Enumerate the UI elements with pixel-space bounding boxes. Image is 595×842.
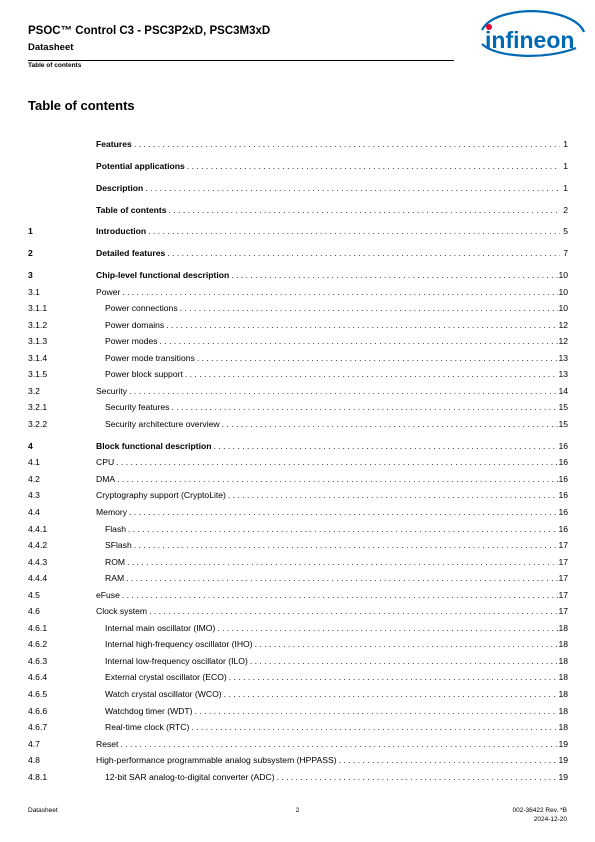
toc-entry-number: 4.6.3 (28, 655, 48, 666)
toc-dot-leader (248, 653, 559, 670)
toc-entry-title: Detailed features (96, 248, 166, 259)
toc-entry-number: 1 (28, 226, 33, 237)
toc-entry-title: Cryptography support (CryptoLite) (96, 490, 226, 501)
footer-page-number: 2 (295, 807, 300, 814)
toc-entry-title: Block functional description (96, 440, 212, 451)
toc-entry-title: Chip-level functional description (96, 270, 230, 281)
toc-entry-number: 4.2 (28, 473, 40, 484)
toc-dot-leader (227, 669, 559, 686)
toc-entry-title: Introduction (96, 226, 147, 237)
toc-entry-page: 19 (558, 755, 568, 766)
toc-entry-page: 10 (558, 270, 568, 281)
toc-entry-page: 1 (563, 182, 568, 193)
header-divider (28, 60, 454, 61)
toc-entry-title: DMA (96, 473, 116, 484)
toc-entry[interactable] (28, 158, 568, 175)
toc-entry-number: 3.2 (28, 385, 40, 396)
toc-dot-leader (193, 703, 559, 720)
toc-entry[interactable] (28, 537, 568, 554)
toc-dot-leader (132, 136, 560, 153)
toc-entry[interactable] (28, 769, 568, 786)
toc-entry-title: Power block support (105, 369, 183, 380)
toc-entry-number: 3.1.2 (28, 319, 48, 330)
toc-entry[interactable] (28, 454, 568, 471)
toc-entry[interactable] (28, 487, 568, 504)
toc-entry[interactable] (28, 504, 568, 521)
toc-entry-title: Potential applications (96, 160, 185, 171)
toc-dot-leader (220, 416, 559, 433)
toc-entry-number: 4.6.4 (28, 672, 48, 683)
toc-entry-page: 10 (558, 303, 568, 314)
footer-doc-info (513, 806, 567, 824)
toc-entry-page: 1 (563, 160, 568, 171)
toc-dot-leader (169, 399, 558, 416)
toc-entry-number: 3.1 (28, 286, 40, 297)
toc-entry-page: 17 (558, 540, 568, 551)
toc-entry-title: Power domains (105, 319, 165, 330)
toc-entry-page: 18 (558, 622, 568, 633)
toc-entry-page: 16 (558, 473, 568, 484)
toc-entry[interactable] (28, 300, 568, 317)
toc-entry-number: 3.1.1 (28, 303, 48, 314)
toc-dot-leader (125, 554, 558, 571)
toc-entry[interactable] (28, 521, 568, 538)
toc-entry-number: 4.8 (28, 755, 40, 766)
toc-dot-leader (165, 245, 560, 262)
toc-entry-title: Power mode transitions (105, 352, 195, 363)
toc-dot-leader (127, 383, 558, 400)
toc-entry-page: 12 (558, 336, 568, 347)
toc-entry-page: 16 (558, 490, 568, 501)
toc-dot-leader (164, 317, 558, 334)
toc-dot-leader (229, 267, 558, 284)
table-of-contents (28, 136, 568, 785)
toc-entry-number: 4.6.7 (28, 722, 48, 733)
toc-entry[interactable] (28, 284, 568, 301)
toc-entry-title: ROM (105, 556, 126, 567)
toc-entry-page: 7 (563, 248, 568, 259)
toc-dot-leader (118, 736, 558, 753)
toc-dot-leader (178, 300, 559, 317)
document-title: PSOC™ Control C3 - PSC3P2xD, PSC3M3xD (28, 25, 271, 37)
toc-entry-page: 18 (558, 672, 568, 683)
toc-entry-title: Security (96, 385, 128, 396)
toc-dot-leader (212, 438, 559, 455)
footer-doc-number: 002-36422 Rev. *B (512, 807, 567, 814)
toc-entry-page: 10 (558, 286, 568, 297)
toc-dot-leader (185, 158, 560, 175)
toc-entry[interactable] (28, 223, 568, 240)
toc-dot-leader (143, 180, 560, 197)
toc-dot-leader (222, 686, 559, 703)
toc-entry[interactable] (28, 350, 568, 367)
toc-entry[interactable] (28, 202, 568, 219)
toc-entry-number: 3.1.4 (28, 352, 48, 363)
toc-entry-page: 18 (558, 655, 568, 666)
toc-entry-number: 4.6.6 (28, 705, 48, 716)
toc-dot-leader (167, 202, 560, 219)
toc-entry[interactable] (28, 686, 568, 703)
toc-entry-number: 4.6.5 (28, 689, 48, 700)
toc-entry-title: High-performance programmable analog subsystem (HPPASS) (96, 755, 337, 766)
toc-entry-number: 4.3 (28, 490, 40, 501)
toc-entry-number: 4 (28, 440, 33, 451)
toc-entry-number: 3.1.3 (28, 336, 48, 347)
toc-entry-title: Clock system (96, 606, 148, 617)
toc-dot-leader (195, 350, 559, 367)
toc-dot-leader (337, 752, 559, 769)
toc-entry-page: 17 (558, 556, 568, 567)
toc-entry-page: 16 (558, 457, 568, 468)
toc-entry[interactable] (28, 399, 568, 416)
toc-entry[interactable] (28, 245, 568, 262)
toc-entry-title: Table of contents (96, 204, 167, 215)
toc-dot-leader (147, 603, 558, 620)
toc-entry-title: SFlash (105, 540, 132, 551)
toc-entry-title: Internal main oscillator (IMO) (105, 622, 216, 633)
running-section-label: Table of contents (28, 62, 82, 69)
toc-dot-leader (183, 366, 559, 383)
toc-entry[interactable] (28, 603, 568, 620)
toc-entry-title: Description (96, 182, 144, 193)
toc-entry-title: Flash (105, 523, 127, 534)
toc-entry-title: Watchdog timer (WDT) (105, 705, 193, 716)
toc-dot-leader (120, 284, 558, 301)
toc-entry-title: Real-time clock (RTC) (105, 722, 190, 733)
toc-entry-number: 4.6.1 (28, 622, 48, 633)
toc-dot-leader (127, 504, 558, 521)
toc-entry[interactable] (28, 333, 568, 350)
toc-entry-page: 13 (558, 369, 568, 380)
toc-entry-title: Power (96, 286, 121, 297)
toc-entry-title: Security features (105, 402, 170, 413)
toc-entry-page: 19 (558, 771, 568, 782)
toc-dot-leader (146, 223, 560, 240)
toc-entry-page: 17 (558, 606, 568, 617)
toc-entry-number: 4.7 (28, 738, 40, 749)
toc-entry-number: 2 (28, 248, 33, 259)
toc-entry-title: RAM (105, 573, 125, 584)
toc-entry[interactable] (28, 587, 568, 604)
toc-entry-title: Features (96, 139, 132, 149)
toc-entry[interactable] (28, 703, 568, 720)
toc-entry[interactable] (28, 383, 568, 400)
toc-entry-page: 1 (563, 139, 568, 149)
toc-entry-page: 2 (563, 204, 568, 215)
toc-entry[interactable] (28, 136, 568, 153)
toc-entry[interactable] (28, 669, 568, 686)
toc-entry-number: 4.4.1 (28, 523, 48, 534)
toc-entry[interactable] (28, 570, 568, 587)
infineon-logo (476, 8, 588, 60)
toc-entry-number: 3.1.5 (28, 369, 48, 380)
toc-entry-page: 16 (558, 507, 568, 518)
toc-entry[interactable] (28, 317, 568, 334)
toc-dot-leader (120, 587, 559, 604)
toc-entry-title: Watch crystal oscillator (WCO) (105, 689, 222, 700)
toc-entry-number: 4.6.2 (28, 639, 48, 650)
footer-date: 2024-12-20 (533, 816, 567, 823)
toc-dot-leader (275, 769, 559, 786)
toc-entry[interactable] (28, 267, 568, 284)
toc-entry[interactable] (28, 736, 568, 753)
toc-entry-number: 4.4.4 (28, 573, 48, 584)
toc-entry-page: 18 (558, 705, 568, 716)
toc-dot-leader (158, 333, 559, 350)
toc-entry[interactable] (28, 653, 568, 670)
toc-entry-title: 12-bit SAR analog-to-digital converter (ADC) (105, 771, 275, 782)
toc-entry-number: 4.5 (28, 589, 40, 600)
toc-entry-page: 17 (558, 573, 568, 584)
toc-entry-title: Security architecture overview (105, 418, 220, 429)
toc-entry-number: 4.6 (28, 606, 40, 617)
toc-entry-number: 4.4.3 (28, 556, 48, 567)
toc-entry-page: 16 (558, 440, 568, 451)
toc-entry-page: 12 (558, 319, 568, 330)
toc-dot-leader (124, 570, 558, 587)
toc-dot-leader (115, 471, 558, 488)
toc-entry[interactable] (28, 620, 568, 637)
toc-entry[interactable] (28, 180, 568, 197)
toc-entry-page: 18 (558, 639, 568, 650)
toc-entry-page: 15 (558, 402, 568, 413)
toc-entry[interactable] (28, 416, 568, 433)
toc-entry-page: 5 (563, 226, 568, 237)
toc-entry-title: CPU (96, 457, 115, 468)
toc-entry[interactable] (28, 636, 568, 653)
footer-doc-type: Datasheet (28, 807, 58, 814)
toc-entry[interactable] (28, 471, 568, 488)
toc-entry-page: 14 (558, 385, 568, 396)
toc-entry-number: 3.2.1 (28, 402, 48, 413)
toc-dot-leader (189, 719, 558, 736)
toc-entry-title: Power modes (105, 336, 158, 347)
toc-heading: Table of contents (28, 98, 135, 113)
toc-entry-title: Memory (96, 507, 128, 518)
toc-dot-leader (114, 454, 558, 471)
document-subtitle: Datasheet (28, 42, 74, 53)
toc-entry-number: 4.4 (28, 507, 40, 518)
toc-entry[interactable] (28, 438, 568, 455)
toc-entry-page: 18 (558, 722, 568, 733)
toc-entry-page: 17 (558, 589, 568, 600)
toc-entry[interactable] (28, 366, 568, 383)
toc-entry-page: 16 (558, 523, 568, 534)
toc-dot-leader (215, 620, 558, 637)
toc-entry-page: 13 (558, 352, 568, 363)
toc-entry-page: 18 (558, 689, 568, 700)
toc-entry-title: Reset (96, 738, 119, 749)
toc-entry[interactable] (28, 554, 568, 571)
logo-wordmark: infineon (485, 27, 575, 53)
toc-dot-leader (253, 636, 559, 653)
toc-dot-leader (132, 537, 559, 554)
toc-entry-number: 4.4.2 (28, 540, 48, 551)
toc-entry-title: Internal high-frequency oscillator (IHO) (105, 639, 253, 650)
toc-entry[interactable] (28, 719, 568, 736)
toc-entry-number: 3.2.2 (28, 418, 48, 429)
toc-dot-leader (126, 521, 558, 538)
toc-entry-title: External crystal oscillator (ECO) (105, 672, 227, 683)
toc-entry-number: 4.1 (28, 457, 40, 468)
toc-dot-leader (226, 487, 559, 504)
toc-entry-page: 19 (558, 738, 568, 749)
toc-entry-title: eFuse (96, 589, 120, 600)
toc-entry-title: Internal low-frequency oscillator (ILO) (105, 655, 248, 666)
page-header (28, 24, 454, 54)
toc-entry-page: 15 (558, 418, 568, 429)
toc-entry-number: 4.8.1 (28, 771, 48, 782)
toc-entry-number: 3 (28, 270, 33, 281)
toc-entry[interactable] (28, 752, 568, 769)
toc-entry-title: Power connections (105, 303, 178, 314)
